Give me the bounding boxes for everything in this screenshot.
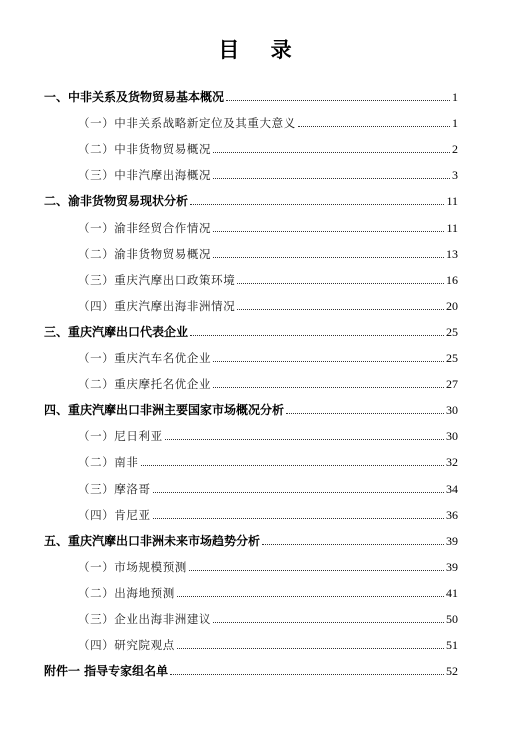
toc-entry-label: 三、重庆汽摩出口代表企业	[44, 324, 189, 339]
toc-entry-label: （三）摩洛哥	[78, 481, 151, 496]
toc-dot-leader	[170, 674, 444, 675]
toc-page-number: 41	[446, 585, 458, 600]
toc-section-entry[interactable]	[44, 182, 458, 208]
toc-dot-leader	[189, 570, 444, 571]
toc-page-number: 36	[446, 507, 458, 522]
toc-dot-leader	[213, 178, 450, 179]
toc-entry-label: （一）渝非经贸合作情况	[78, 220, 212, 235]
toc-entry-label: （二）南非	[78, 455, 139, 470]
toc-subsection-entry[interactable]	[44, 287, 458, 313]
toc-subsection-entry[interactable]	[44, 626, 458, 652]
toc-page-number: 1	[452, 116, 458, 131]
toc-subsection-entry[interactable]	[44, 365, 458, 391]
toc-entry-label: （一）尼日利亚	[78, 429, 163, 444]
toc-subsection-entry[interactable]	[44, 261, 458, 287]
toc-subsection-entry[interactable]	[44, 443, 458, 469]
toc-entry-label: （三）中非汽摩出海概况	[78, 168, 212, 183]
toc-dot-leader	[213, 231, 444, 232]
toc-subsection-entry[interactable]	[44, 104, 458, 130]
toc-entry-label: （一）重庆汽车名优企业	[78, 351, 212, 366]
toc-page-number: 11	[446, 220, 458, 235]
toc-entry-label: （二）出海地预测	[78, 585, 175, 600]
toc-subsection-entry[interactable]	[44, 208, 458, 234]
toc-dot-leader	[177, 596, 444, 597]
toc-dot-leader	[213, 387, 444, 388]
toc-title: 目 录	[218, 38, 304, 62]
toc-dot-leader	[237, 283, 444, 284]
toc-subsection-entry[interactable]	[44, 339, 458, 365]
toc-entry-label: （四）研究院观点	[78, 638, 175, 653]
toc-entry-label: 附件一 指导专家组名单	[44, 664, 169, 679]
toc-subsection-entry[interactable]	[44, 548, 458, 574]
toc-entry-label: 四、重庆汽摩出口非洲主要国家市场概况分析	[44, 403, 285, 418]
toc-dot-leader	[190, 335, 444, 336]
table-of-contents	[44, 78, 458, 678]
toc-dot-leader	[262, 544, 444, 545]
toc-entry-label: （二）重庆摩托名优企业	[78, 377, 212, 392]
toc-subsection-entry[interactable]	[44, 574, 458, 600]
toc-entry-label: （二）渝非货物贸易概况	[78, 246, 212, 261]
toc-section-entry[interactable]	[44, 522, 458, 548]
toc-section-entry[interactable]	[44, 652, 458, 678]
toc-subsection-entry[interactable]	[44, 417, 458, 443]
toc-dot-leader	[141, 465, 445, 466]
toc-page-number: 51	[446, 638, 458, 653]
toc-subsection-entry[interactable]	[44, 469, 458, 495]
toc-page-number: 50	[446, 611, 458, 626]
toc-entry-label: （一）市场规模预测	[78, 559, 187, 574]
toc-subsection-entry[interactable]	[44, 156, 458, 182]
toc-page-number: 13	[446, 246, 458, 261]
toc-page-number: 32	[446, 455, 458, 470]
toc-page-number: 20	[446, 298, 458, 313]
toc-dot-leader	[165, 439, 444, 440]
toc-page-number: 16	[446, 272, 458, 287]
toc-dot-leader	[213, 152, 450, 153]
toc-subsection-entry[interactable]	[44, 496, 458, 522]
toc-page-number: 2	[452, 142, 458, 157]
toc-page-number: 25	[446, 324, 458, 339]
toc-entry-label: （三）重庆汽摩出口政策环境	[78, 272, 236, 287]
toc-dot-leader	[153, 518, 444, 519]
toc-dot-leader	[190, 204, 444, 205]
toc-entry-label: （二）中非货物贸易概况	[78, 142, 212, 157]
toc-entry-label: 五、重庆汽摩出口非洲未来市场趋势分析	[44, 533, 261, 548]
toc-page-number: 34	[446, 481, 458, 496]
toc-page-number: 30	[446, 429, 458, 444]
toc-page-number: 39	[446, 559, 458, 574]
toc-section-entry[interactable]	[44, 391, 458, 417]
toc-page-number: 30	[446, 403, 458, 418]
toc-entry-label: （三）企业出海非洲建议	[78, 611, 212, 626]
toc-page-number: 3	[452, 168, 458, 183]
toc-page-number: 25	[446, 351, 458, 366]
toc-entry-label: （四）重庆汽摩出海非洲情况	[78, 298, 236, 313]
toc-dot-leader	[213, 622, 444, 623]
toc-dot-leader	[226, 100, 450, 101]
toc-dot-leader	[298, 126, 450, 127]
toc-page-number: 27	[446, 377, 458, 392]
toc-page-number: 1	[452, 90, 458, 105]
toc-entry-label: 二、渝非货物贸易现状分析	[44, 194, 189, 209]
toc-entry-label: （四）肯尼亚	[78, 507, 151, 522]
toc-entry-label: 一、中非关系及货物贸易基本概况	[44, 90, 225, 105]
toc-page-number: 39	[446, 533, 458, 548]
toc-dot-leader	[177, 648, 444, 649]
toc-page-number: 52	[446, 664, 458, 679]
toc-subsection-entry[interactable]	[44, 600, 458, 626]
toc-section-entry[interactable]	[44, 78, 458, 104]
toc-page-number: 11	[446, 194, 458, 209]
toc-dot-leader	[213, 257, 444, 258]
toc-subsection-entry[interactable]	[44, 235, 458, 261]
toc-section-entry[interactable]	[44, 313, 458, 339]
toc-dot-leader	[237, 309, 444, 310]
toc-dot-leader	[213, 361, 444, 362]
toc-dot-leader	[153, 492, 444, 493]
toc-entry-label: （一）中非关系战略新定位及其重大意义	[78, 116, 296, 131]
toc-subsection-entry[interactable]	[44, 130, 458, 156]
toc-dot-leader	[286, 413, 444, 414]
